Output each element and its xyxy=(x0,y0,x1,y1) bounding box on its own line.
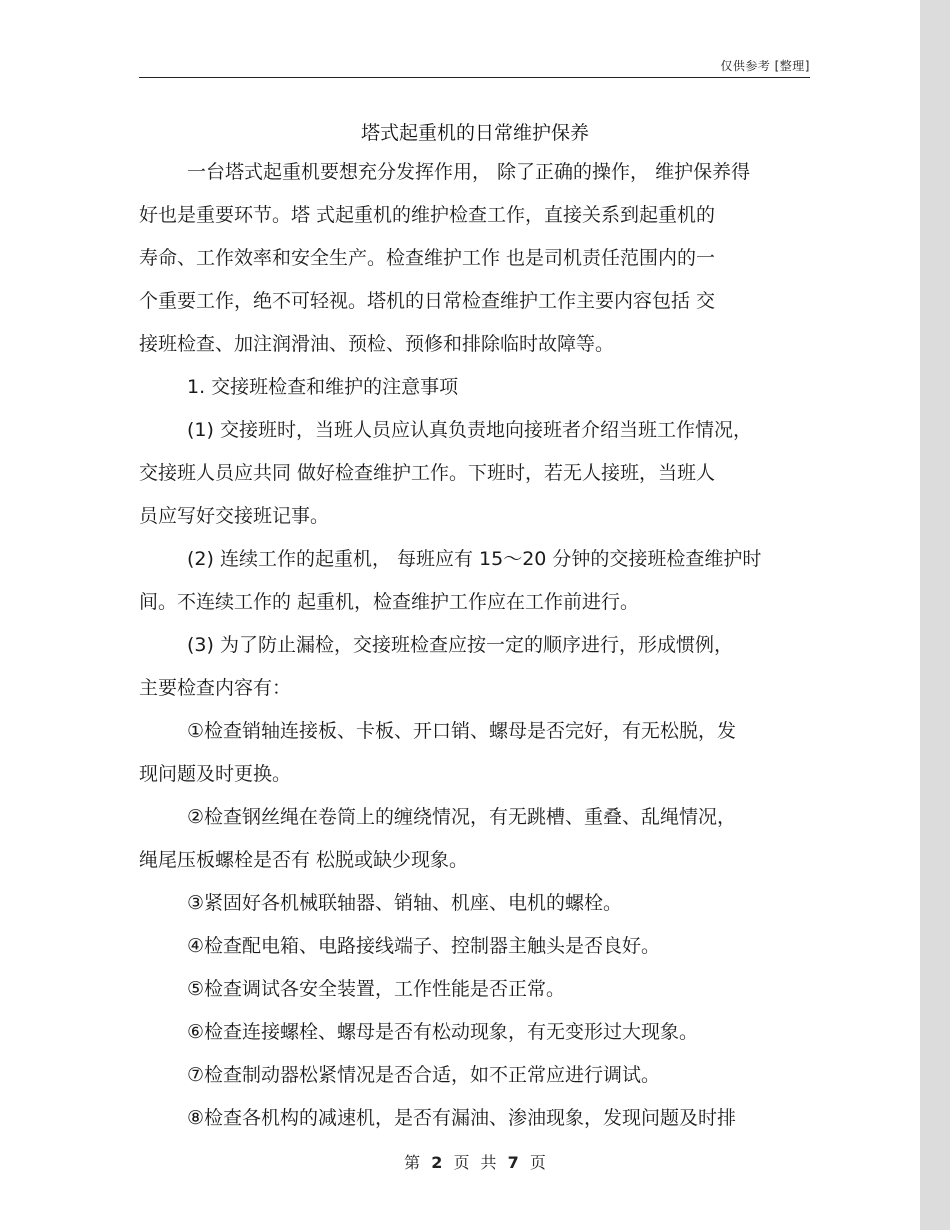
paragraph-line: 一台塔式起重机要想充分发挥作用， 除了正确的操作， 维护保养得 xyxy=(187,161,751,183)
footer-middle: 页 共 xyxy=(453,1153,497,1172)
document-body xyxy=(139,151,810,1140)
list-item-continuation: 现问题及时更换。 xyxy=(139,763,292,785)
list-item: ③紧固好各机械联轴器、销轴、机座、电机的螺栓。 xyxy=(187,892,623,914)
paragraph-line: 接班检查、加注润滑油、预检、预修和排除临时故障等。 xyxy=(139,333,615,355)
list-item: ⑦检查制动器松紧情况是否合适，如不正常应进行调试。 xyxy=(187,1064,661,1086)
paragraph-line: 间。不连续工作的 起重机，检查维护工作应在工作前进行。 xyxy=(139,591,640,613)
page-footer xyxy=(0,1150,950,1173)
header-divider xyxy=(139,77,810,78)
section-heading: 1. 交接班检查和维护的注意事项 xyxy=(187,376,459,398)
paragraph-line: (1) 交接班时，当班人员应认真负责地向接班者介绍当班工作情况， xyxy=(187,419,752,441)
paragraph-line: (3) 为了防止漏检，交接班检查应按一定的顺序进行，形成惯例， xyxy=(187,634,733,656)
list-item: ④检查配电箱、电路接线端子、控制器主触头是否良好。 xyxy=(187,935,661,957)
footer-prefix: 第 xyxy=(404,1153,421,1172)
paragraph-line: 员应写好交接班记事。 xyxy=(139,505,330,527)
current-page-number: 2 xyxy=(431,1153,443,1172)
list-item: ②检查钢丝绳在卷筒上的缠绕情况，有无跳槽、重叠、乱绳情况， xyxy=(187,806,737,828)
document-title: 塔式起重机的日常维护保养 xyxy=(360,122,589,144)
list-item-continuation: 绳尾压板螺栓是否有 松脱或缺少现象。 xyxy=(139,849,469,871)
paragraph-line: 寿命、工作效率和安全生产。检查维护工作 也是司机责任范围内的一 xyxy=(139,247,716,269)
total-page-number: 7 xyxy=(507,1153,519,1172)
footer-suffix: 页 xyxy=(529,1153,546,1172)
paragraph-line: (2) 连续工作的起重机， 每班应有 15～20 分钟的交接班检查维护时 xyxy=(187,548,762,570)
paragraph-line: 交接班人员应共同 做好检查维护工作。下班时，若无人接班，当班人 xyxy=(139,462,716,484)
header-note: 仅供参考 [整理] xyxy=(720,59,810,73)
paragraph-line: 主要检查内容有： xyxy=(139,677,292,699)
paragraph-line: 好也是重要环节。塔 式起重机的维护检查工作，直接关系到起重机的 xyxy=(139,204,716,226)
list-item: ⑧检查各机构的减速机，是否有漏油、渗油现象，发现问题及时排 xyxy=(187,1107,737,1129)
viewer-background xyxy=(920,0,950,1230)
list-item: ⑥检查连接螺栓、螺母是否有松动现象，有无变形过大现象。 xyxy=(187,1021,699,1043)
list-item: ①检查销轴连接板、卡板、开口销、螺母是否完好，有无松脱，发 xyxy=(187,720,737,742)
list-item: ⑤检查调试各安全装置，工作性能是否正常。 xyxy=(187,978,566,1000)
paragraph-line: 个重要工作，绝不可轻视。塔机的日常检查维护工作主要内容包括 交 xyxy=(139,290,716,312)
